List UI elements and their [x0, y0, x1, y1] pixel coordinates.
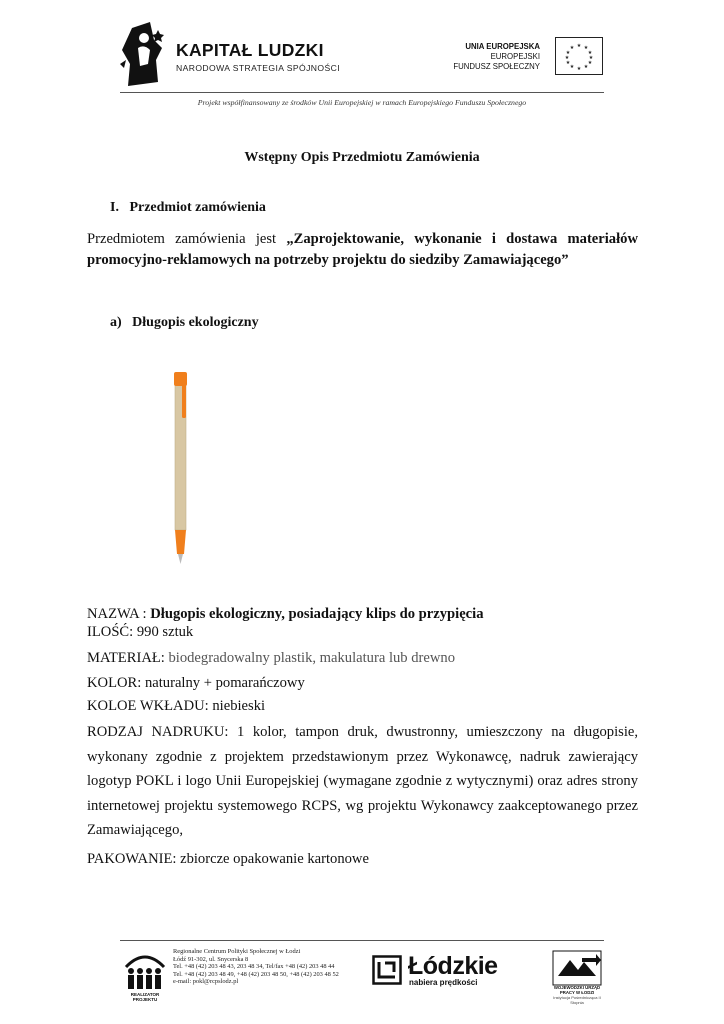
wup-caption: WOJEWÓDZKI URZĄD PRACY W ŁODZI: [553, 985, 601, 995]
logo-subtitle: NARODOWA STRATEGIA SPÓJNOŚCI: [176, 63, 340, 73]
svg-text:★: ★: [583, 45, 589, 51]
svg-text:★: ★: [569, 64, 575, 70]
svg-text:★: ★: [588, 55, 594, 61]
lodzkie-name: Łódzkie: [408, 952, 498, 980]
intro-paragraph: [87, 229, 638, 271]
header-note: Projekt współfinansowany ze środków Unii Europejskiej w ramach Europejskiego Funduszu Społecznego: [197, 98, 527, 107]
eu-text: [446, 42, 540, 72]
item-material-label: MATERIAŁ:: [87, 650, 169, 666]
document-title: Wstępny Opis Przedmiotu Zamówienia: [244, 150, 480, 165]
subsection-title: a) Długopis ekologiczny: [110, 315, 259, 330]
eu-line-2: EUROPEJSKI: [490, 52, 540, 61]
eu-flag-icon: [555, 37, 603, 75]
item-name: [87, 604, 638, 624]
svg-text:★: ★: [587, 60, 593, 66]
rcps-logo-icon: [122, 947, 168, 997]
lodzkie-tagline: nabiera prędkości: [409, 978, 478, 987]
item-material: [87, 648, 638, 668]
intro-bold: „Zaprojektowanie, wykonanie i dostawa materiałów promocyjno-reklamowych na potrzeby projektu do siedziby Zamawiającego”: [87, 231, 638, 268]
svg-text:★: ★: [565, 50, 571, 56]
eu-line-1: UNIA EUROPEJSKA: [465, 42, 540, 51]
intro-prefix: Przedmiotem zamówienia jest: [87, 231, 287, 247]
item-refill-color: KOLOE WKŁADU: niebieski: [87, 698, 266, 714]
svg-text:★: ★: [565, 60, 571, 66]
svg-text:★: ★: [583, 64, 589, 70]
item-quantity: ILOŚĆ: 990 sztuk: [87, 624, 194, 640]
svg-text:★: ★: [576, 43, 582, 49]
item-color: KOLOR: naturalny + pomarańczowy: [87, 675, 305, 691]
footer-divider: [120, 940, 604, 941]
rcps-caption: REALIZATOR PROJEKTU: [130, 992, 160, 1002]
lodzkie-logo-icon: [372, 955, 402, 985]
item-name-label: NAZWA :: [87, 606, 151, 622]
svg-text:★: ★: [564, 55, 570, 61]
address-line: e-mail: pokl@rcpslodz.pl: [173, 978, 239, 986]
pen-image: [165, 370, 195, 570]
svg-text:★: ★: [569, 45, 575, 51]
kapital-ludzki-logo-icon: [118, 20, 168, 88]
item-material-value: biodegradowalny plastik, makulatura lub drewno: [168, 650, 456, 666]
svg-text:★: ★: [587, 50, 593, 56]
section-title: I. Przedmiot zamówienia: [110, 200, 266, 215]
address-line: Tel. +48 (42) 203 48 49, +48 (42) 203 48 50, +48 (42) 203 48 52: [173, 970, 339, 978]
header-divider: [120, 92, 604, 93]
item-packaging: PAKOWANIE: zbiorcze opakowanie kartonowe: [87, 851, 369, 867]
footer-address: [173, 948, 373, 986]
wup-subcaption: Instytucja Pośrednicząca II Stopnia: [553, 995, 601, 1005]
eu-line-3: FUNDUSZ SPOŁECZNY: [453, 62, 540, 71]
item-name-value: Długopis ekologiczny, posiadający klips do przypięcia: [150, 606, 484, 622]
address-line: Tel. +48 (42) 203 48 43, 203 48 34, Tel/fax +48 (42) 203 48 44: [173, 963, 335, 971]
svg-text:★: ★: [576, 66, 582, 72]
item-print-type: RODZAJ NADRUKU: 1 kolor, tampon druk, dwustronny, umieszczony na długopisie, wykonany zgodnie z projektem przedstawionym przez Wykonawcę, nadruk zawierający logotyp POKL i logo Unii Europejskiej (wymagane zgodnie z wytycznymi) oraz adres strony internetowej projektu systemowego RCPS, wg projektu Wykonawcy zaakceptowanego przez Zamawiającego,: [87, 724, 638, 838]
address-line: Regionalne Centrum Polityki Społecznej w Łodzi: [173, 948, 301, 955]
logo-title: KAPITAŁ LUDZKI: [176, 40, 324, 60]
address-line: Łódź 91-302, ul. Snycerska 8: [173, 955, 249, 963]
wup-logo-icon: [552, 950, 602, 986]
